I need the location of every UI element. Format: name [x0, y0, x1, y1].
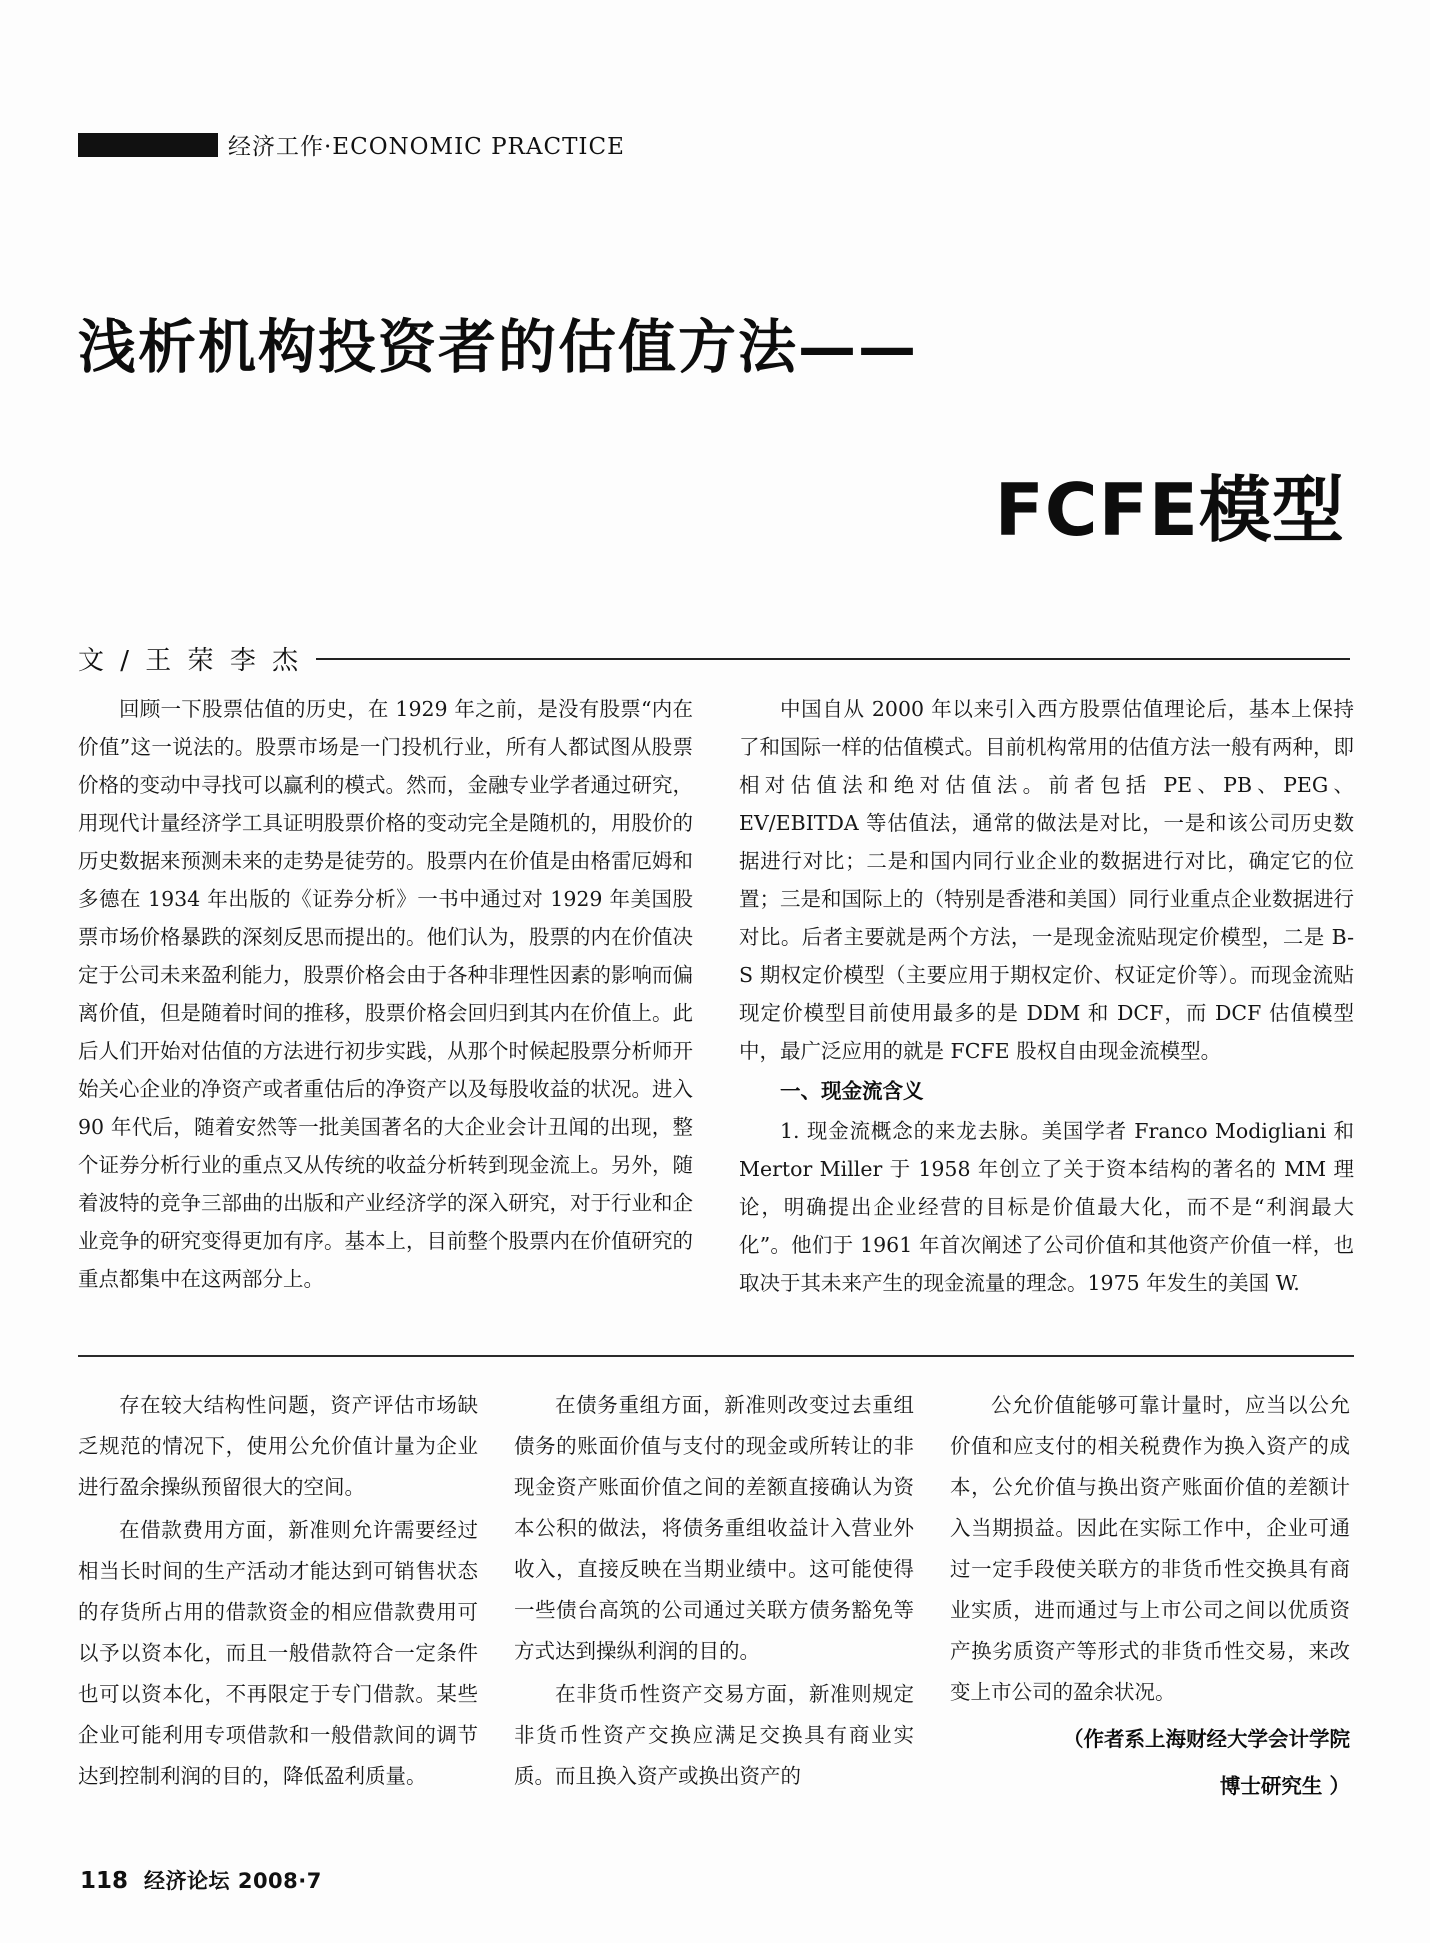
- body-bottom-column-2: [514, 1385, 914, 1807]
- body-bottom-column-1: [78, 1385, 478, 1807]
- kicker-bar: [78, 133, 218, 157]
- article-body-bottom: [78, 1385, 1354, 1807]
- journal-issue: 经济论坛 2008·7: [144, 1869, 322, 1893]
- section-kicker: [78, 128, 625, 161]
- body-bottom-column-3: [950, 1385, 1350, 1807]
- paragraph: 在债务重组方面，新准则改变过去重组债务的账面价值与支付的现金或所转让的非现金资产账面价值之间的差额直接确认为资本公积的做法，将债务重组收益计入营业外收入，直接反映在当期业绩中。这可能使得一些债台高筑的公司通过关联方债务豁免等方式达到操纵利润的目的。: [514, 1393, 914, 1663]
- paragraph: 公允价值能够可靠计量时，应当以公允价值和应支付的相关税费作为换入资产的成本，公允价值与换出资产账面价值的差额计入当期损益。因此在实际工作中，企业可通过一定手段使关联方的非货币性交换具有商业实质，进而通过与上市公司之间以优质资产换劣质资产等形式的非货币性交易，来改变上市公司的盈余状况。: [950, 1393, 1350, 1704]
- author-affiliation-line-2: 博士研究生 ）: [1219, 1774, 1350, 1798]
- column-divider: [78, 1355, 1354, 1357]
- paragraph: 存在较大结构性问题，资产评估市场缺乏规范的情况下，使用公允价值计量为企业进行盈余操纵预留很大的空间。: [78, 1393, 478, 1499]
- section-subheading: 一、现金流含义: [780, 1079, 924, 1103]
- article-body-top: [78, 690, 1354, 1304]
- paragraph: 在非货币性资产交易方面，新准则规定非货币性资产交换应满足交换具有商业实质。而且换入资产或换出资产的: [514, 1682, 914, 1788]
- body-top-column-right: [739, 690, 1354, 1304]
- paragraph: 回顾一下股票估值的历史，在 1929 年之前，是没有股票“内在价值”这一说法的。股票市场是一门投机行业，所有人都试图从股票价格的变动中寻找可以赢利的模式。然而，金融专业学者通过研究，用现代计量经济学工具证明股票价格的变动完全是随机的，用股价的历史数据来预测未来的走势是徒劳的。股票内在价值是由格雷厄姆和多德在 1934 年出版的《证券分析》一书中通过对 1929 年美国股票市场价格暴跌的深刻反思而提出的。他们认为，股票的内在价值决定于公司未来盈利能力，股票价格会由于各种非理性因素的影响而偏离价值，但是随着时间的推移，股票价格会回归到其内在价值上。此后人们开始对估值的方法进行初步实践，从那个时候起股票分析师开始关心企业的净资产或者重估后的净资产以及每股收益的状况。进入 90 年代后，随着安然等一批美国著名的大企业会计丑闻的出现，整个证券分析行业的重点又从传统的收益分析转到现金流上。另外，随着波特的竞争三部曲的出版和产业经济学的深入研究，对于行业和企业竞争的研究变得更加有序。基本上，目前整个股票内在价值研究的重点都集中在这两部分上。: [78, 697, 693, 1291]
- paragraph: 在借款费用方面，新准则允许需要经过相当长时间的生产活动才能达到可销售状态的存货所占用的借款资金的相应借款费用可以予以资本化，而且一般借款符合一定条件也可以资本化，不再限定于专门借款。某些企业可能利用专项借款和一般借款间的调节达到控制利润的目的，降低盈利质量。: [78, 1518, 478, 1788]
- page-number: 118: [80, 1868, 129, 1894]
- byline: [78, 640, 1350, 677]
- paragraph: 中国自从 2000 年以来引入西方股票估值理论后，基本上保持了和国际一样的估值模式。目前机构常用的估值方法一般有两种，即相对估值法和绝对估值法。前者包括 PE、PB、PEG、EV/EBITDA 等估值法，通常的做法是对比，一是和该公司历史数据进行对比；二是和国内同行业企业的数据进行对比，确定它的位置；三是和国际上的（特别是香港和美国）同行业重点企业数据进行对比。后者主要就是两个方法，一是现金流贴现定价模型，二是 B-S 期权定价模型（主要应用于期权定价、权证定价等）。而现金流贴现定价模型目前使用最多的是 DDM 和 DCF，而 DCF 估值模型中，最广泛应用的就是 FCFE 股权自由现金流模型。: [739, 697, 1354, 1063]
- page-title-model: FCFE模型: [994, 468, 1345, 552]
- paragraph: 1. 现金流概念的来龙去脉。美国学者 Franco Modigliani 和 Mertor Miller 于 1958 年创立了关于资本结构的著名的 MM 理论，明确提出企业经营的目标是价值最大化，而不是“利润最大化”。他们于 1961 年首次阐述了公司价值和其他资产价值一样，也取决于其未来产生的现金流量的理念。1975 年发生的美国 W.: [739, 1119, 1354, 1295]
- byline-rule: [316, 658, 1350, 660]
- author-affiliation-line-1: （作者系上海财经大学会计学院: [1063, 1727, 1350, 1751]
- byline-authors: 文 / 王 荣 李 杰: [78, 646, 303, 676]
- page-title: 浅析机构投资者的估值方法——: [78, 313, 919, 381]
- body-top-column-left: [78, 690, 693, 1304]
- kicker-label: 经济工作·ECONOMIC PRACTICE: [228, 134, 625, 160]
- page-footer: [80, 1865, 322, 1895]
